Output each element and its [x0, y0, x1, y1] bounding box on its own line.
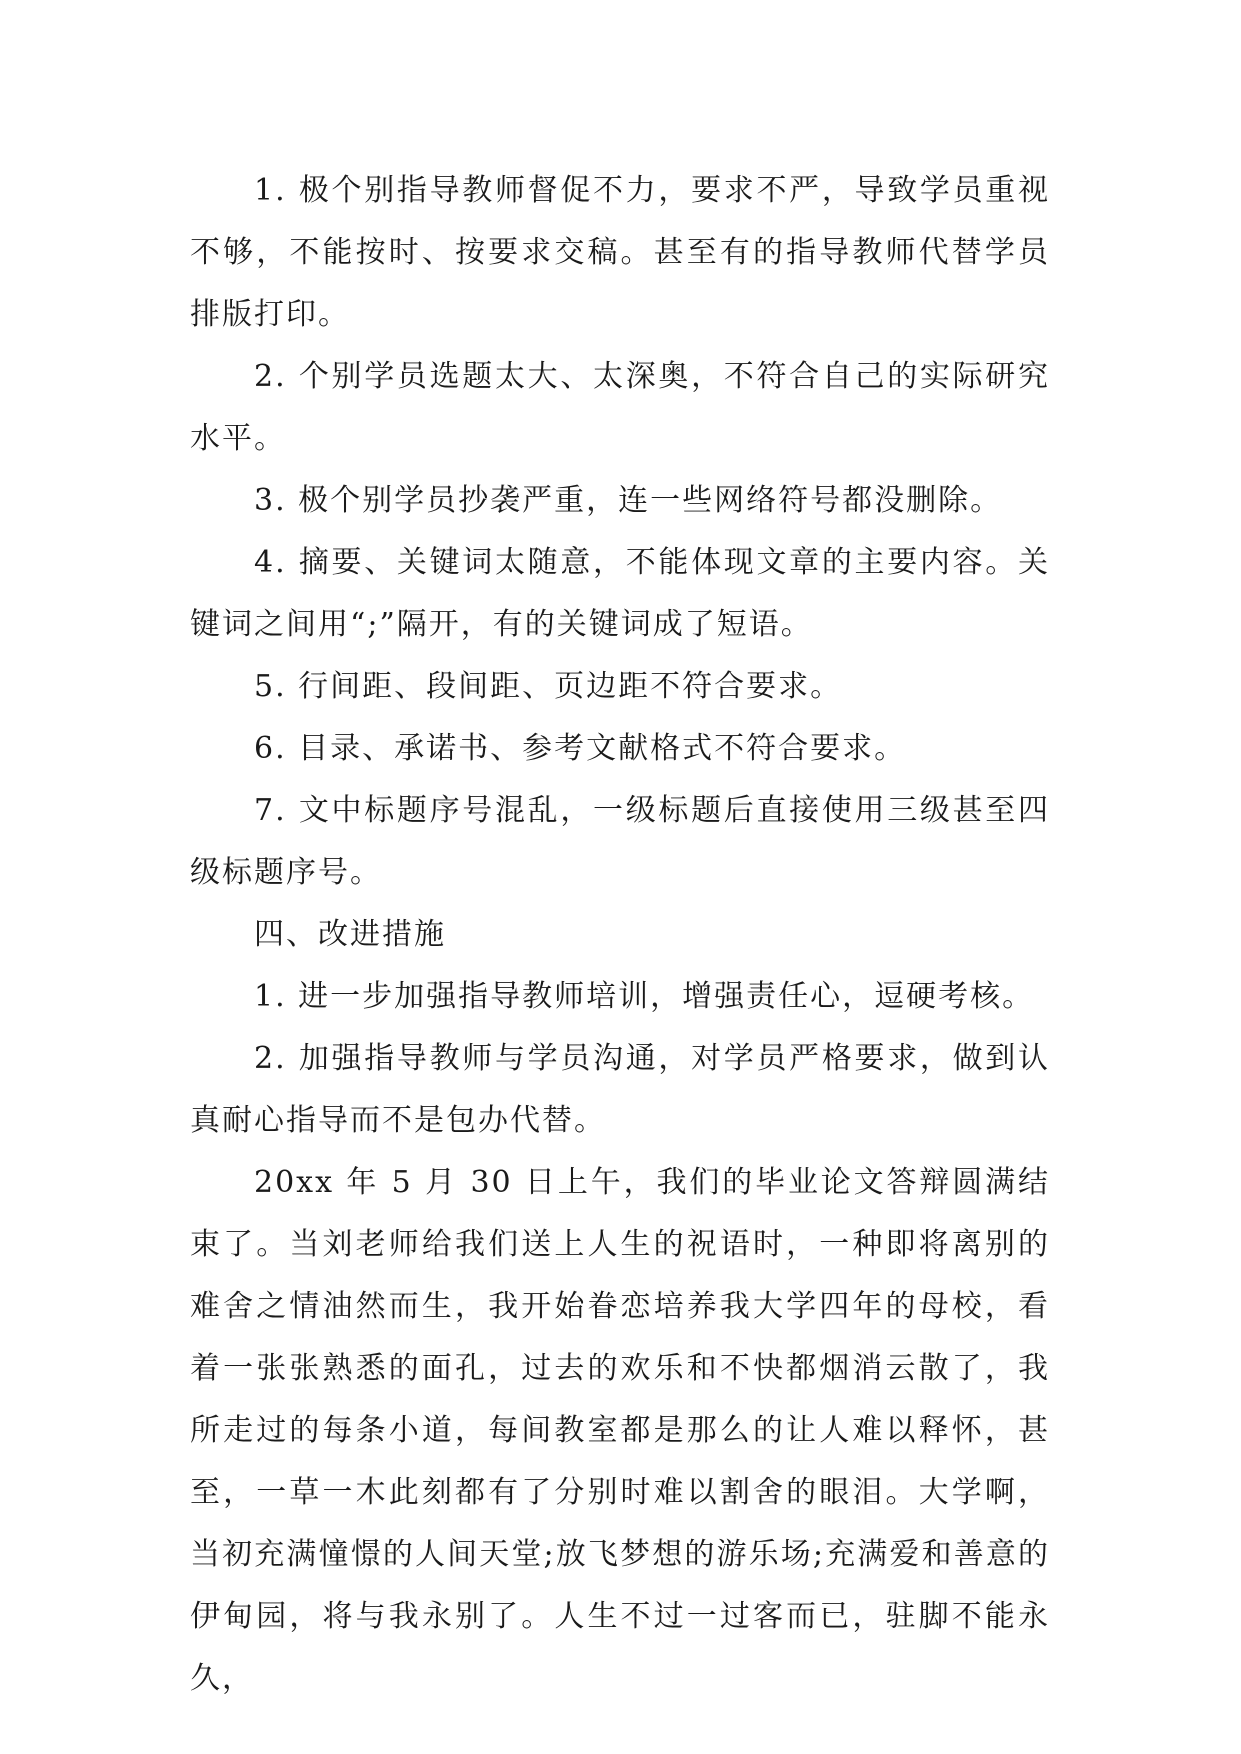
- paragraph-issue-2: 2. 个别学员选题太大、太深奥，不符合自己的实际研究水平。: [190, 359, 1050, 456]
- paragraph-measure-1: 1. 进一步加强指导教师培训，增强责任心，逗硬考核。: [254, 979, 1035, 1014]
- paragraph-issue-6: 6. 目录、承诺书、参考文献格式不符合要求。: [254, 731, 907, 766]
- paragraph-issue-3: 3. 极个别学员抄袭严重，连一些网络符号都没删除。: [254, 483, 1003, 518]
- paragraph-issue-4: 4. 摘要、关键词太随意，不能体现文章的主要内容。关键词之间用“;”隔开，有的关键词成了短语。: [190, 545, 1050, 642]
- section-heading-improvement: 四、改进措施: [254, 917, 446, 952]
- document-body: [190, 160, 1050, 1710]
- paragraph-reflection: 20xx 年 5 月 30 日上午，我们的毕业论文答辩圆满结束了。当刘老师给我们送上人生的祝语时，一种即将离别的难舍之情油然而生，我开始眷恋培养我大学四年的母校，看着一张张熟悉的面孔，过去的欢乐和不快都烟消云散了，我所走过的每条小道，每间教室都是那么的让人难以释怀，甚至，一草一木此刻都有了分别时难以割舍的眼泪。大学啊，当初充满憧憬的人间天堂;放飞梦想的游乐场;充满爱和善意的伊甸园，将与我永别了。人生不过一过客而已，驻脚不能永久，: [190, 1165, 1050, 1696]
- paragraph-issue-1: 1. 极个别指导教师督促不力，要求不严，导致学员重视不够，不能按时、按要求交稿。甚至有的指导教师代替学员排版打印。: [190, 173, 1050, 332]
- paragraph-issue-5: 5. 行间距、段间距、页边距不符合要求。: [254, 669, 843, 704]
- paragraph-issue-7: 7. 文中标题序号混乱，一级标题后直接使用三级甚至四级标题序号。: [190, 793, 1050, 890]
- paragraph-measure-2: 2. 加强指导教师与学员沟通，对学员严格要求，做到认真耐心指导而不是包办代替。: [190, 1041, 1050, 1138]
